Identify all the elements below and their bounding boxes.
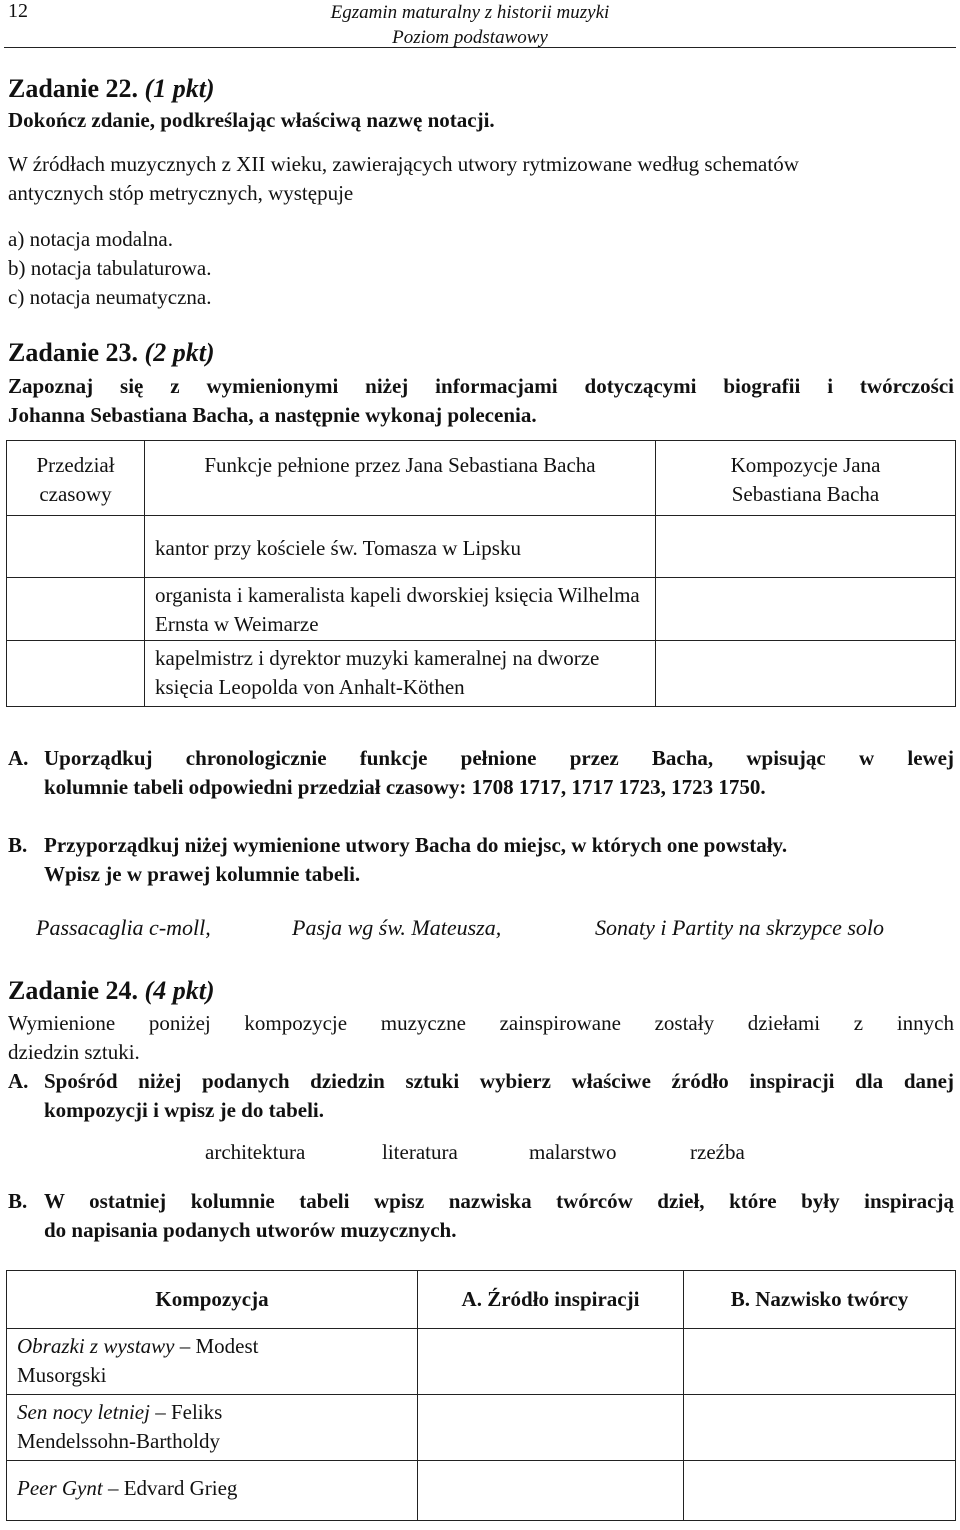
composition-cell-3[interactable] [656,641,956,707]
composition-author-1: Modest Musorgski [17,1334,259,1387]
task22-question-line1: W źródłach muzycznych z XII wieku, zawierających utwory rytmizowane według schematów [8,152,799,176]
function-cell-3: kapelmistrz i dyrektor muzyki kameralnej na dworze księcia Leopolda von Anhalt-Köthen [145,641,656,707]
task24-b-label: B. [8,1189,28,1213]
inspiration-table-header-row [7,1271,956,1329]
table-row [7,578,956,641]
composition-title-3: Peer Gynt [17,1476,103,1500]
col-header-creator: B. Nazwisko twórcy [684,1271,956,1329]
task24-intro [8,1009,954,1067]
task23-title [8,338,215,368]
task22-instruction: Dokończ zdanie, podkreślając właściwą nazwę notacji. [8,108,495,132]
creator-cell-3[interactable] [684,1461,956,1521]
task22-question-line2: antycznych stóp metrycznych, występuje [8,181,354,205]
task24-b-line1: W ostatniej kolumnie tabeli wpisz nazwiska twórców dzieł, które były inspiracją [44,1189,954,1213]
composition-author-2: Feliks Mendelssohn-Bartholdy [17,1400,223,1453]
task23-a-line2: kolumnie tabeli odpowiedni przedział czasowy: 1708 1717, 1717 1723, 1723 1750. [44,775,766,799]
option-a[interactable]: a) notacja modalna. [8,227,174,251]
task23-instruction-line1: Zapoznaj się z wymienionymi niżej informacjami dotyczącymi biografii i twórczości [8,374,954,398]
task24-a-line2: kompozycji i wpisz je do tabeli. [44,1098,324,1122]
function-cell-1: kantor przy kościele św. Tomasza w Lipsku [145,516,656,578]
option-c[interactable]: c) notacja neumatyczna. [8,285,212,309]
table-row [7,1461,956,1521]
task23-points: (2 pkt) [144,338,215,367]
col-header-composition: Kompozycja [7,1271,418,1329]
work-passacaglia: Passacaglia c-moll, [36,915,211,940]
option-b[interactable]: b) notacja tabulaturowa. [8,256,212,280]
creator-cell-2[interactable] [684,1395,956,1461]
task22-points: (1 pkt) [144,74,215,103]
period-cell-3[interactable] [7,641,145,707]
inspiration-table [6,1270,956,1521]
task23-instruction-line2: Johanna Sebastiana Bacha, a następnie wykonaj polecenia. [8,403,537,427]
task24-intro-line1: Wymienione poniżej kompozycje muzyczne zainspirowane zostały dziełami z innych [8,1011,954,1035]
composition-cell-1 [7,1329,418,1395]
task24-title [8,976,215,1006]
task24-b-line2: do napisania podanych utworów muzycznych. [44,1218,457,1242]
period-cell-1[interactable] [7,516,145,578]
task23-b-line2: Wpisz je w prawej kolumnie tabeli. [44,862,361,886]
table-row [7,641,956,707]
creator-cell-1[interactable] [684,1329,956,1395]
task24-b-text [44,1187,954,1245]
task23-instruction [8,372,954,430]
task22-question [8,150,956,208]
task22-options [8,225,212,312]
composition-author-3: Edvard Grieg [123,1476,238,1500]
exam-header [290,0,650,50]
task24-intro-line2: dziedzin sztuki. [8,1040,140,1064]
composition-dash-2: – [149,1400,171,1424]
exam-level: Poziom podstawowy [392,27,548,48]
task24-points: (4 pkt) [144,976,215,1005]
col-header-compositions: Kompozycje Jana Sebastiana Bacha [656,441,956,516]
art-malarstwo: malarstwo [529,1140,617,1164]
task24-a-text [44,1067,954,1125]
composition-cell-1[interactable] [656,516,956,578]
task23-title-text: Zadanie 23. [8,338,139,367]
work-pasja: Pasja wg św. Mateusza, [292,915,502,940]
composition-cell-2[interactable] [656,578,956,641]
source-cell-1[interactable] [418,1329,684,1395]
col-header-period: Przedział czasowy [7,441,145,516]
composition-cell-2 [7,1395,418,1461]
composition-title-1: Obrazki z wystawy [17,1334,175,1358]
task24-a-line1: Spośród niżej podanych dziedzin sztuki wybierz właściwe źródło inspiracji dla danej [44,1069,954,1093]
composition-cell-3 [7,1461,418,1521]
task23-a-label: A. [8,746,29,770]
col-header-functions: Funkcje pełnione przez Jana Sebastiana Bacha [145,441,656,516]
page-number: 12 [8,0,28,22]
art-literatura: literatura [382,1140,458,1164]
bach-table [6,440,956,707]
period-cell-2[interactable] [7,578,145,641]
col-header-source: A. Źródło inspiracji [418,1271,684,1329]
source-cell-3[interactable] [418,1461,684,1521]
task23-b-label: B. [8,833,28,857]
task23-b-text [44,831,954,889]
task23-a-line1: Uporządkuj chronologicznie funkcje pełnione przez Bacha, wpisując w lewej [44,746,954,770]
composition-dash-3: – [102,1476,124,1500]
bach-table-header-row [7,441,956,516]
task22-title-text: Zadanie 22. [8,74,139,103]
art-architektura: architektura [205,1140,306,1164]
task24-a-label: A. [8,1069,29,1093]
table-row [7,1329,956,1395]
header-divider [4,47,956,48]
composition-dash-1: – [174,1334,196,1358]
work-sonaty: Sonaty i Partity na skrzypce solo [595,915,885,940]
art-rzezba: rzeźba [690,1140,745,1164]
task23-a-text [44,744,954,802]
function-cell-2: organista i kameralista kapeli dworskiej księcia Wilhelma Ernsta w Weimarze [145,578,656,641]
task23-b-line1: Przyporządkuj niżej wymienione utwory Bacha do miejsc, w których one powstały. [44,833,788,857]
exam-title: Egzamin maturalny z historii muzyki [330,2,610,23]
task22-title [8,74,215,104]
table-row [7,516,956,578]
composition-title-2: Sen nocy letniej [17,1400,150,1424]
task24-title-text: Zadanie 24. [8,976,139,1005]
table-row [7,1395,956,1461]
source-cell-2[interactable] [418,1395,684,1461]
